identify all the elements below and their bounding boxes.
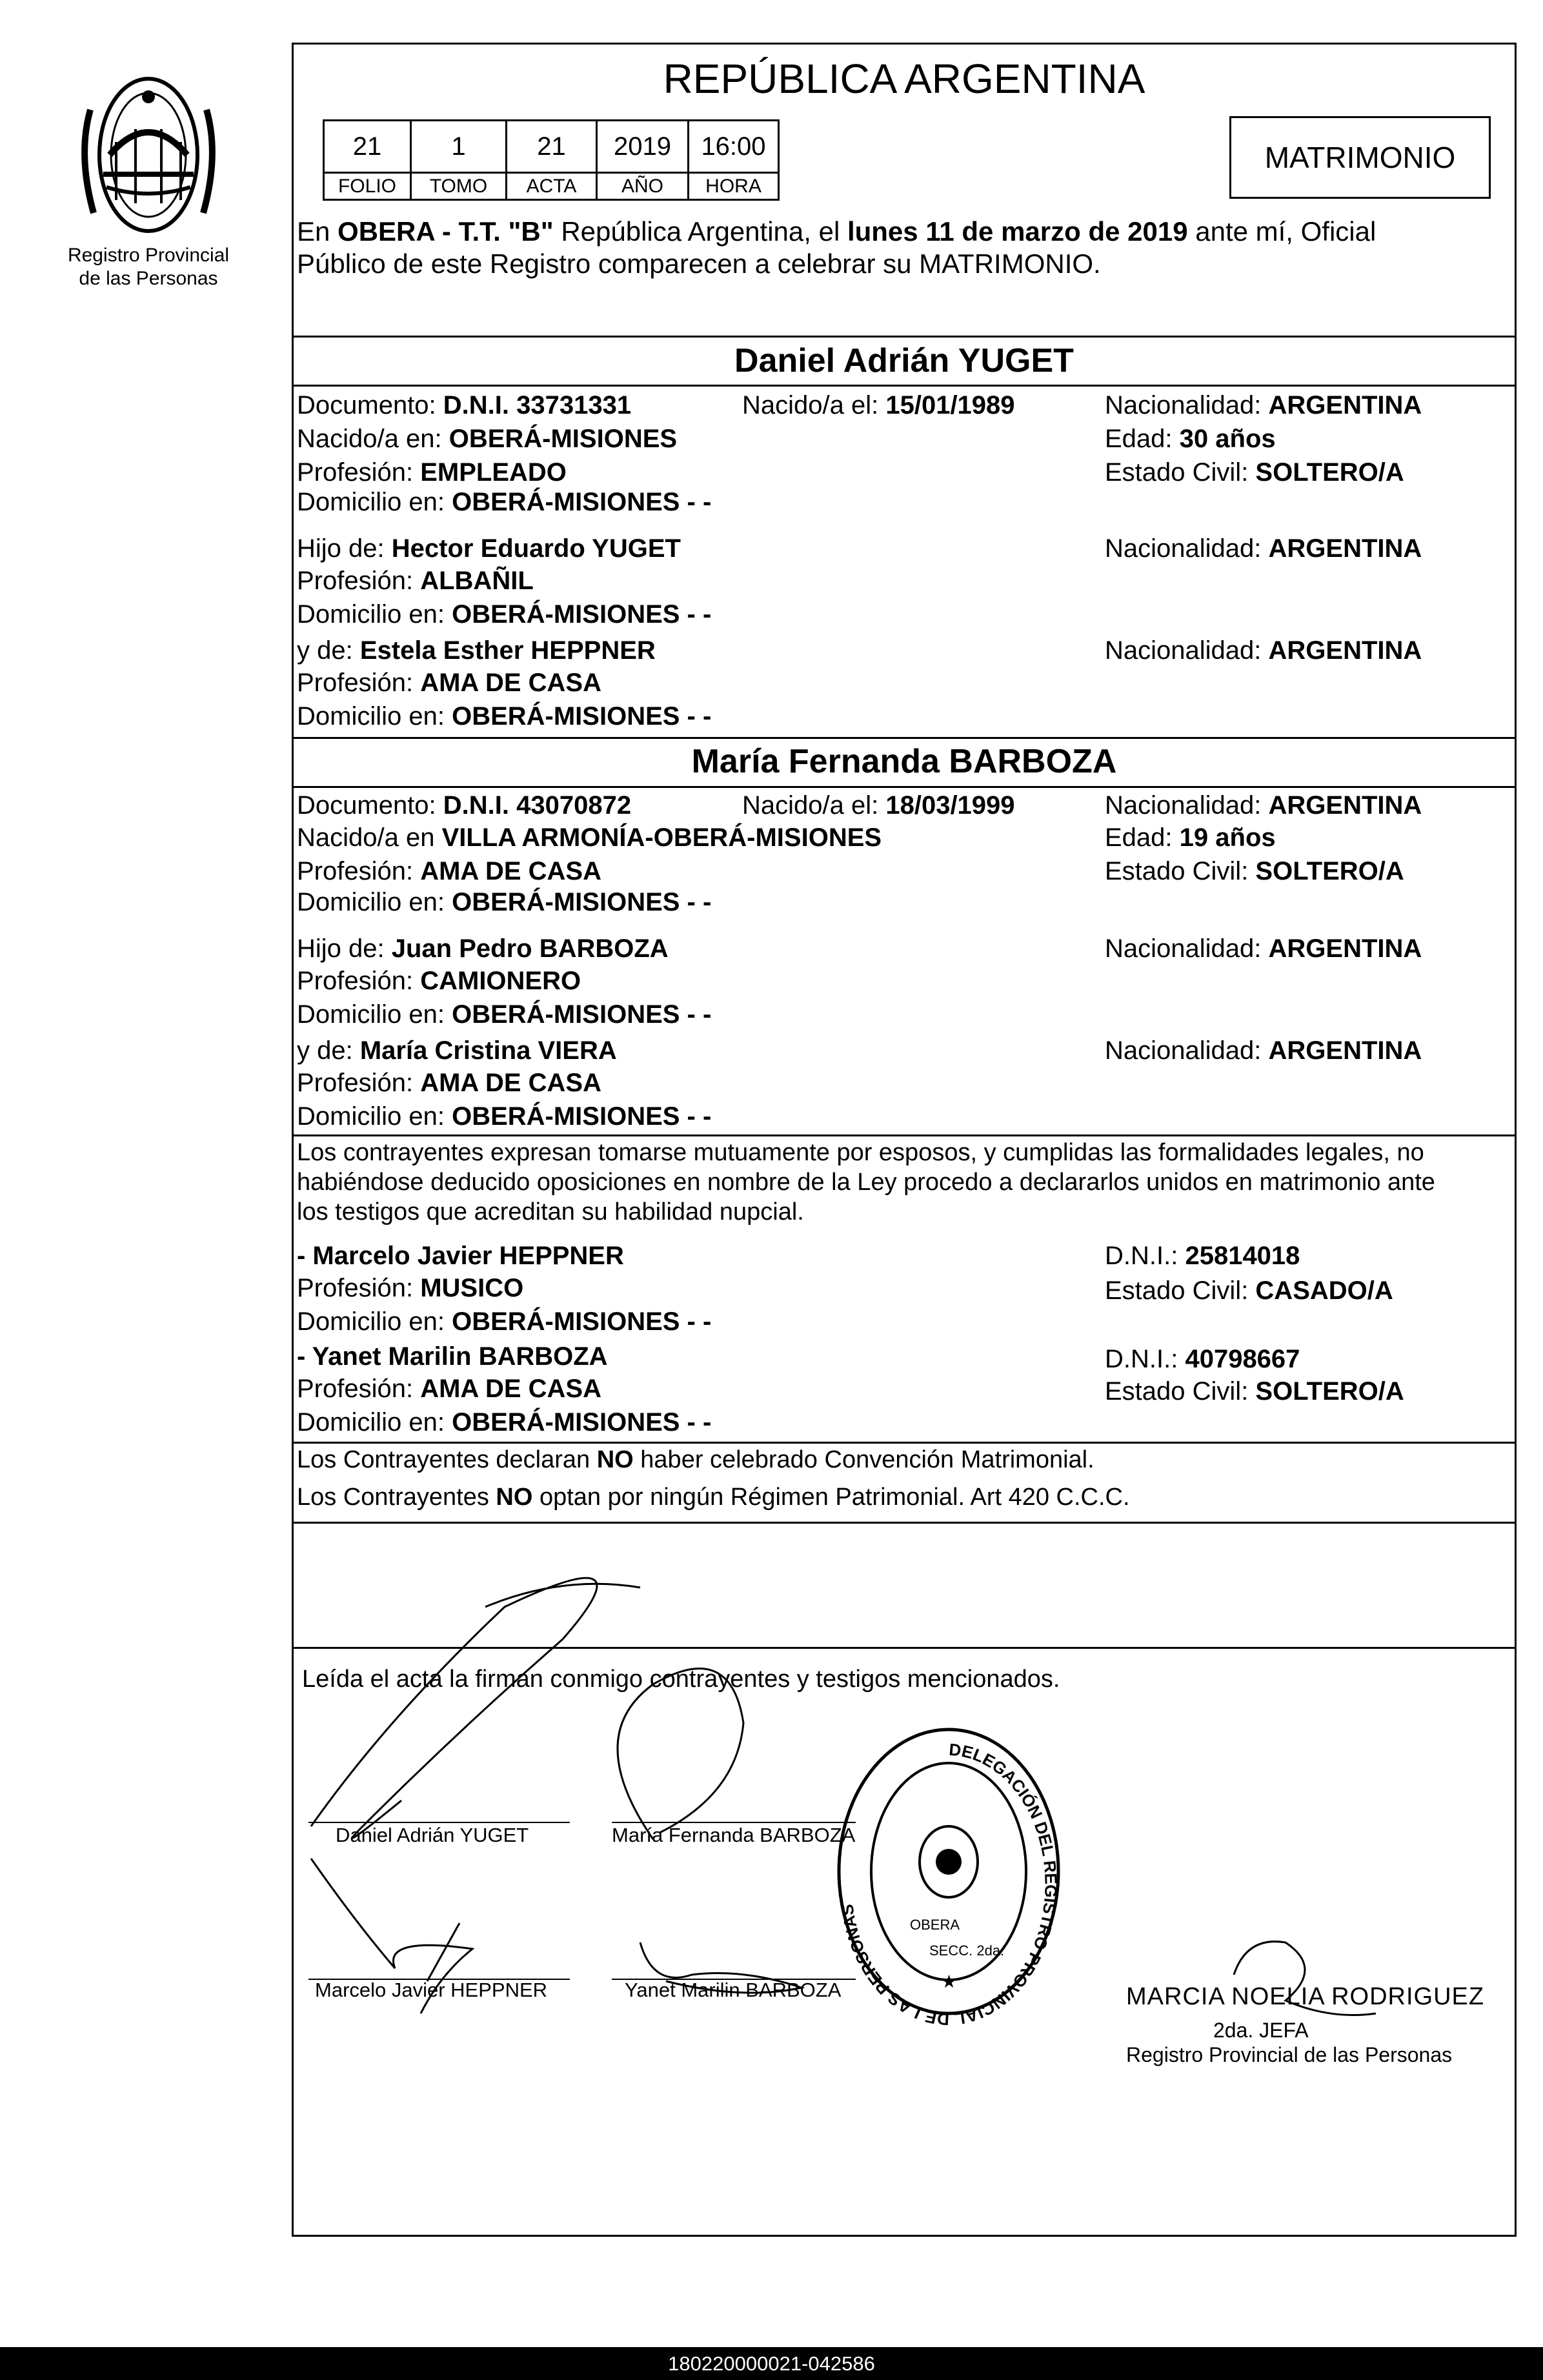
bride-mother-profession: Profesión: AMA DE CASA: [297, 1069, 601, 1097]
bride-father-profession: Profesión: CAMIONERO: [297, 967, 581, 995]
witness2-civil-status: Estado Civil: SOLTERO/A: [1105, 1377, 1404, 1406]
tomo-label: TOMO: [429, 176, 488, 197]
groom-name: Daniel Adrián YUGET: [734, 342, 1074, 379]
official-title: 2da. JEFA: [1213, 2019, 1309, 2042]
bride-father: Hijo de: Juan Pedro BARBOZA: [297, 934, 669, 963]
declaration-line3: los testigos que acreditan su habilidad nupcial.: [297, 1198, 804, 1225]
bride-mother-address: Domicilio en: OBERÁ-MISIONES - -: [297, 1102, 712, 1131]
groom-profession: Profesión: EMPLEADO: [297, 458, 567, 487]
witness1-civil-status: Estado Civil: CASADO/A: [1105, 1276, 1393, 1305]
groom-mother-address: Domicilio en: OBERÁ-MISIONES - -: [297, 702, 712, 731]
folio-value: 21: [325, 121, 410, 174]
convention-line2: Los Contrayentes NO optan por ningún Régimen Patrimonial. Art 420 C.C.C.: [297, 1484, 1130, 1511]
doc-type-label: MATRIMONIO: [1264, 141, 1456, 174]
acta-box: [505, 119, 598, 201]
bride-nationality: Nacionalidad: ARGENTINA: [1105, 791, 1422, 820]
hora-label: HORA: [705, 176, 761, 197]
country-title: REPÚBLICA ARGENTINA: [663, 55, 1145, 102]
stamp-center-city: OBERA: [910, 1917, 960, 1933]
groom-father-profession: Profesión: ALBAÑIL: [297, 567, 534, 595]
bride-birth-place: Nacido/a en VILLA ARMONÍA-OBERÁ-MISIONES: [297, 823, 882, 852]
groom-mother-nationality: Nacionalidad: ARGENTINA: [1105, 636, 1422, 665]
bride-profession: Profesión: AMA DE CASA: [297, 857, 601, 885]
doc-type-box: [1229, 116, 1491, 199]
groom-father-address: Domicilio en: OBERÁ-MISIONES - -: [297, 600, 712, 629]
bride-father-nationality: Nacionalidad: ARGENTINA: [1105, 934, 1422, 963]
witness1-address: Domicilio en: OBERÁ-MISIONES - -: [297, 1307, 712, 1336]
divider: [292, 1442, 1517, 1444]
closing-text: Leída el acta la firman conmigo contrayentes y testigos mencionados.: [302, 1666, 1060, 1693]
bride-mother: y de: María Cristina VIERA: [297, 1036, 617, 1065]
groom-mother-profession: Profesión: AMA DE CASA: [297, 669, 601, 697]
official-stamp: [832, 1717, 1065, 2026]
intro-line1: En OBERA - T.T. "B" República Argentina, el lunes 11 de marzo de 2019 ante mí, Oficial: [297, 216, 1377, 247]
witness2-address: Domicilio en: OBERÁ-MISIONES - -: [297, 1408, 712, 1437]
bride-signature-caption: María Fernanda BARBOZA: [612, 1824, 856, 1846]
groom-age: Edad: 30 años: [1105, 425, 1276, 453]
witness1-dni: D.N.I.: 25814018: [1105, 1242, 1300, 1270]
witness2-profession: Profesión: AMA DE CASA: [297, 1375, 601, 1403]
intro-line2: Público de este Registro comparecen a celebrar su MATRIMONIO.: [297, 248, 1101, 279]
divider: [292, 336, 1517, 338]
folio-box: [323, 119, 412, 201]
province-seal-icon: [71, 71, 226, 258]
declaration-line2: habiéndose deducido oposiciones en nombre de la Ley procedo a declararlos unidos en matrimonio ante: [297, 1169, 1435, 1196]
groom-father: Hijo de: Hector Eduardo YUGET: [297, 534, 681, 563]
groom-birth-place: Nacido/a en: OBERÁ-MISIONES: [297, 425, 678, 453]
bride-document: Documento: D.N.I. 43070872: [297, 791, 632, 820]
divider: [292, 385, 1517, 387]
hora-box: [687, 119, 780, 201]
bride-address: Domicilio en: OBERÁ-MISIONES - -: [297, 888, 712, 916]
stamp-center-section: SECC. 2da.: [929, 1942, 1005, 1959]
bride-father-address: Domicilio en: OBERÁ-MISIONES - -: [297, 1000, 712, 1029]
hora-value: 16:00: [689, 121, 778, 174]
registry-name-line1: Registro Provincial: [67, 245, 230, 266]
witness1-signature-caption: Marcelo Javier HEPPNER: [315, 1979, 548, 2001]
signature-line: [308, 1822, 570, 1823]
groom-birth-date: Nacido/a el: 15/01/1989: [742, 391, 1015, 419]
divider: [292, 737, 1517, 739]
official-name: MARCIA NOELIA RODRIGUEZ: [1126, 1983, 1485, 2010]
witness1-name: - Marcelo Javier HEPPNER: [297, 1242, 624, 1270]
acta-label: ACTA: [526, 176, 577, 197]
bride-mother-nationality: Nacionalidad: ARGENTINA: [1105, 1036, 1422, 1065]
footer-bar: [0, 2347, 1543, 2380]
groom-document: Documento: D.N.I. 33731331: [297, 391, 632, 419]
bride-age: Edad: 19 años: [1105, 823, 1276, 852]
svg-text:★: ★: [941, 1972, 958, 1992]
groom-nationality: Nacionalidad: ARGENTINA: [1105, 391, 1422, 419]
witness2-signature-caption: Yanet Marilin BARBOZA: [625, 1979, 842, 2001]
witness1-profession: Profesión: MUSICO: [297, 1274, 524, 1302]
convention-line1: Los Contrayentes declaran NO haber celebrado Convención Matrimonial.: [297, 1446, 1094, 1473]
anio-box: [596, 119, 689, 201]
groom-address: Domicilio en: OBERÁ-MISIONES - -: [297, 488, 712, 516]
acta-value: 21: [507, 121, 596, 174]
witness2-dni: D.N.I.: 40798667: [1105, 1345, 1300, 1373]
registry-name-line2: de las Personas: [79, 268, 218, 289]
tomo-value: 1: [412, 121, 505, 174]
document-code: 180220000021-042586: [668, 2352, 875, 2375]
groom-civil-status: Estado Civil: SOLTERO/A: [1105, 458, 1404, 487]
anio-value: 2019: [598, 121, 687, 174]
groom-mother: y de: Estela Esther HEPPNER: [297, 636, 656, 665]
signature-line: [612, 1822, 856, 1823]
official-organization: Registro Provincial de las Personas: [1126, 2043, 1453, 2066]
anio-label: AÑO: [621, 176, 663, 197]
declaration-line1: Los contrayentes expresan tomarse mutuamente por esposos, y cumplidas las formalidades legales, no: [297, 1139, 1424, 1166]
tomo-box: [410, 119, 507, 201]
bride-birth-date: Nacido/a el: 18/03/1999: [742, 791, 1015, 820]
groom-father-nationality: Nacionalidad: ARGENTINA: [1105, 534, 1422, 563]
folio-label: FOLIO: [338, 176, 396, 197]
registry-logo: [71, 71, 226, 258]
witness2-name: - Yanet Marilin BARBOZA: [297, 1342, 608, 1371]
bride-civil-status: Estado Civil: SOLTERO/A: [1105, 857, 1404, 885]
stamp-ring-text: DELEGACIÓN DEL REGISTRO PROVINCIAL DE LAS PERSONAS: [837, 1739, 1061, 2026]
bride-name: María Fernanda BARBOZA: [691, 743, 1117, 780]
divider: [292, 786, 1517, 788]
divider: [292, 1135, 1517, 1136]
groom-signature-caption: Daniel Adrián YUGET: [336, 1824, 529, 1846]
